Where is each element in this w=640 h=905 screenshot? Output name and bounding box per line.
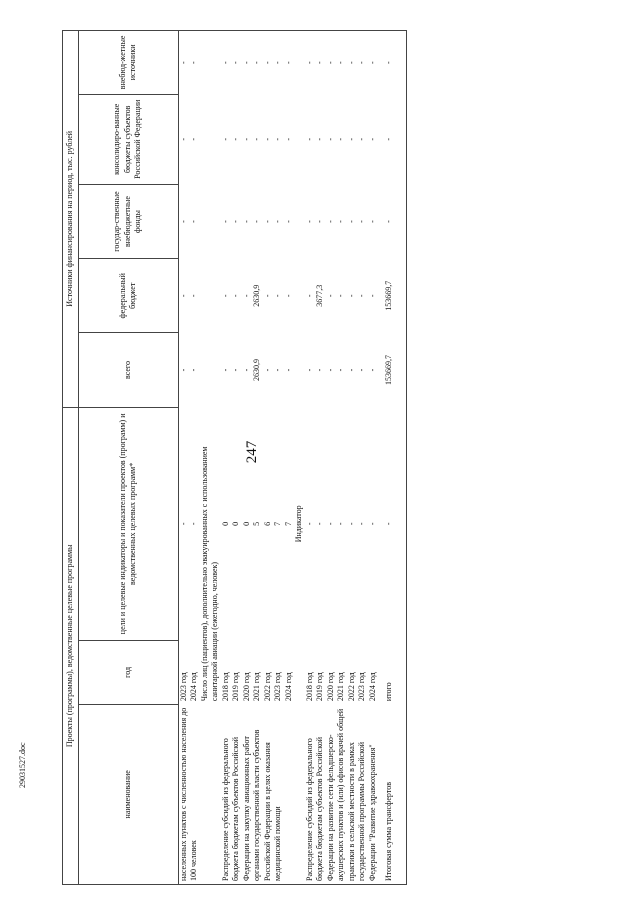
row-state: - — [367, 220, 377, 223]
row-year: 2019 год — [231, 672, 240, 702]
row-consolidated: - — [336, 137, 345, 141]
row-total: - — [336, 368, 345, 372]
row-extrabudget: - — [189, 31, 200, 95]
row-total: - — [304, 368, 314, 372]
total-extrabudget: - — [384, 31, 406, 95]
row-state: - — [273, 220, 282, 223]
header-consolidated: консолидиро-ванные бюджеты субъектов Российской Федерации — [78, 94, 178, 184]
row-year: 2023 год — [178, 672, 188, 702]
row-state: - — [346, 220, 356, 223]
row-name: Распределение субсидий из федерального бюджета бюджетам субъектов Российской Федерации на развитие сети фельдшерско-акушерских пунктов и (или) офисов врачей общей практики в сельской местности в рамках государственной программы Российской Федерации "Развитие здравоохранения" — [305, 704, 379, 884]
header-federal: федеральный бюджет — [78, 259, 178, 333]
row-federal: 3677,3 — [315, 284, 324, 307]
header-row-columns — [78, 31, 178, 885]
row-indicator: - — [367, 522, 377, 526]
row-state: - — [357, 220, 366, 223]
row-total: - — [357, 368, 366, 372]
row-state: - — [336, 220, 345, 223]
row-federal: - — [304, 294, 314, 298]
row-total: - — [241, 368, 251, 372]
document-code: 29031527.doc — [18, 742, 27, 788]
row-total: - — [262, 368, 272, 372]
header-projects: Проекты (программы), ведомственные целевые программы — [63, 407, 79, 884]
row-federal: - — [241, 294, 251, 298]
row-extrabudget: - — [357, 31, 368, 95]
row-state: - — [315, 220, 324, 223]
row-total: - — [189, 368, 198, 372]
row-consolidated: - — [367, 137, 377, 141]
row-extrabudget: - — [347, 31, 358, 95]
row-year: 2023 год — [357, 672, 366, 702]
header-state-funds: государ-ственные внебюджетные фонды — [78, 184, 178, 258]
row-extrabudget: - — [305, 31, 316, 95]
row-state: - — [189, 220, 198, 223]
row-indicator: 5 — [252, 521, 261, 526]
indicator-description: Число лиц (пациентов), дополнительно эвакуированных с использованием санитарной авиации (ежегодно, человек) — [199, 446, 219, 702]
row-consolidated: - — [325, 137, 335, 141]
row-year: 2021 год — [336, 672, 345, 702]
row-indicator: 7 — [273, 521, 282, 526]
row-indicator: 6 — [262, 521, 272, 526]
row-extrabudget: - — [315, 31, 326, 95]
row-total: - — [273, 368, 282, 372]
row-state: - — [178, 220, 188, 223]
row-extrabudget: - — [326, 31, 337, 95]
row-federal: 2630,9 — [252, 284, 261, 307]
row-consolidated: - — [283, 137, 293, 141]
header-total: всего — [78, 333, 178, 407]
row-year: 2020 год — [325, 672, 335, 702]
row-indicator: - — [304, 522, 314, 526]
row-total: - — [220, 368, 230, 372]
row-total: - — [231, 368, 240, 372]
row-state: - — [262, 220, 272, 223]
table-row — [221, 31, 232, 885]
row-year: 2023 год — [273, 672, 282, 702]
row-indicator: - — [357, 522, 366, 526]
total-consolidated: - — [384, 94, 406, 184]
row-year: 2018 год — [304, 672, 314, 702]
row-year: 2019 год — [315, 672, 324, 702]
row-consolidated: - — [357, 137, 366, 141]
row-extrabudget: - — [221, 31, 232, 95]
row-year: 2022 год — [262, 672, 272, 702]
row-federal: - — [273, 294, 282, 298]
row-extrabudget: - — [231, 31, 242, 95]
row-year: 2021 год — [252, 672, 261, 702]
row-state: - — [231, 220, 240, 223]
row-federal: - — [178, 294, 188, 298]
total-state: - — [384, 184, 406, 258]
page-number: 247 — [244, 440, 260, 464]
row-state: - — [252, 220, 261, 223]
row-indicator: 0 — [220, 521, 230, 526]
row-indicator: - — [325, 522, 335, 526]
row-consolidated: - — [304, 137, 314, 141]
header-goals: цели и целевые индикаторы и показатели проектов (программ) и ведомственных целевых программ* — [78, 407, 178, 640]
row-year: 2020 год — [241, 672, 251, 702]
row-total: - — [325, 368, 335, 372]
row-indicator: 0 — [231, 521, 240, 526]
row-consolidated: - — [252, 137, 261, 141]
row-state: - — [304, 220, 314, 223]
row-consolidated: - — [241, 137, 251, 141]
row-extrabudget: - — [284, 31, 295, 95]
row-indicator: - — [336, 522, 345, 526]
row-federal: - — [262, 294, 272, 298]
total-row — [384, 31, 406, 885]
total-year: итого — [384, 641, 406, 705]
row-consolidated: - — [231, 137, 240, 141]
row-total: - — [315, 368, 324, 372]
row-federal: - — [367, 294, 377, 298]
row-name: Распределение субсидий из федерального бюджета бюджетам субъектов Российской Федерации на закупку авиационных работ органами государственной власти субъектов Российской Федерации в целях оказания медицинской помощи — [221, 704, 295, 884]
row-consolidated: - — [315, 137, 324, 141]
table-row — [178, 31, 189, 885]
row-total: - — [178, 368, 188, 372]
row-total: - — [346, 368, 356, 372]
row-year: 2024 год — [283, 672, 293, 702]
row-extrabudget: - — [263, 31, 274, 95]
row-indicator: - — [178, 522, 188, 526]
total-name: Итоговая сумма трансфертов — [384, 704, 406, 884]
rotated-table-container — [62, 30, 510, 885]
row-year: 2022 год — [346, 672, 356, 702]
row-federal: - — [357, 294, 366, 298]
row-indicator: 0 — [241, 521, 251, 526]
total-indicator: - — [384, 407, 406, 640]
row-extrabudget: - — [252, 31, 263, 95]
row-consolidated: - — [189, 137, 198, 141]
table-row — [305, 31, 316, 885]
row-year: 2024 год — [367, 672, 377, 702]
row-extrabudget: - — [368, 31, 379, 95]
row-total: - — [283, 368, 293, 372]
row-federal: - — [189, 294, 198, 298]
header-extrabudget: внебюд-жетные источники — [78, 31, 178, 95]
header-row-top — [63, 31, 79, 885]
row-state: - — [283, 220, 293, 223]
row-state: - — [220, 220, 230, 223]
row-federal: - — [220, 294, 230, 298]
row-consolidated: - — [220, 137, 230, 141]
row-federal: - — [336, 294, 345, 298]
row-extrabudget: - — [273, 31, 284, 95]
header-year: год — [78, 641, 178, 705]
row-total: - — [367, 368, 377, 372]
row-federal: - — [231, 294, 240, 298]
row-consolidated: - — [178, 137, 188, 141]
row-indicator: - — [315, 522, 324, 526]
row-federal: - — [325, 294, 335, 298]
row-indicator: 7 — [283, 521, 293, 526]
financing-table — [62, 30, 407, 885]
row-extrabudget: - — [178, 31, 189, 95]
row-indicator: - — [189, 522, 198, 526]
total-total: 153669,7 — [384, 333, 406, 407]
total-federal: 153669,7 — [384, 259, 406, 333]
row-year: 2024 год — [189, 672, 198, 702]
row-state: - — [325, 220, 335, 223]
row-name: населенных пунктов с численностью населения до 100 человек — [178, 704, 200, 884]
row-total: 2630,9 — [252, 359, 261, 382]
row-extrabudget: - — [336, 31, 347, 95]
header-name: наименование — [78, 704, 178, 884]
row-consolidated: - — [262, 137, 272, 141]
row-year: 2018 год — [220, 672, 230, 702]
row-state: - — [241, 220, 251, 223]
row-extrabudget: - — [242, 31, 253, 95]
row-federal: - — [346, 294, 356, 298]
indicator-label: Индикатор — [294, 505, 303, 543]
row-indicator: - — [346, 522, 356, 526]
row-federal: - — [283, 294, 293, 298]
header-sources: Источники финансирования на период, тыс. рублей — [63, 31, 79, 408]
row-consolidated: - — [346, 137, 356, 141]
row-consolidated: - — [273, 137, 282, 141]
